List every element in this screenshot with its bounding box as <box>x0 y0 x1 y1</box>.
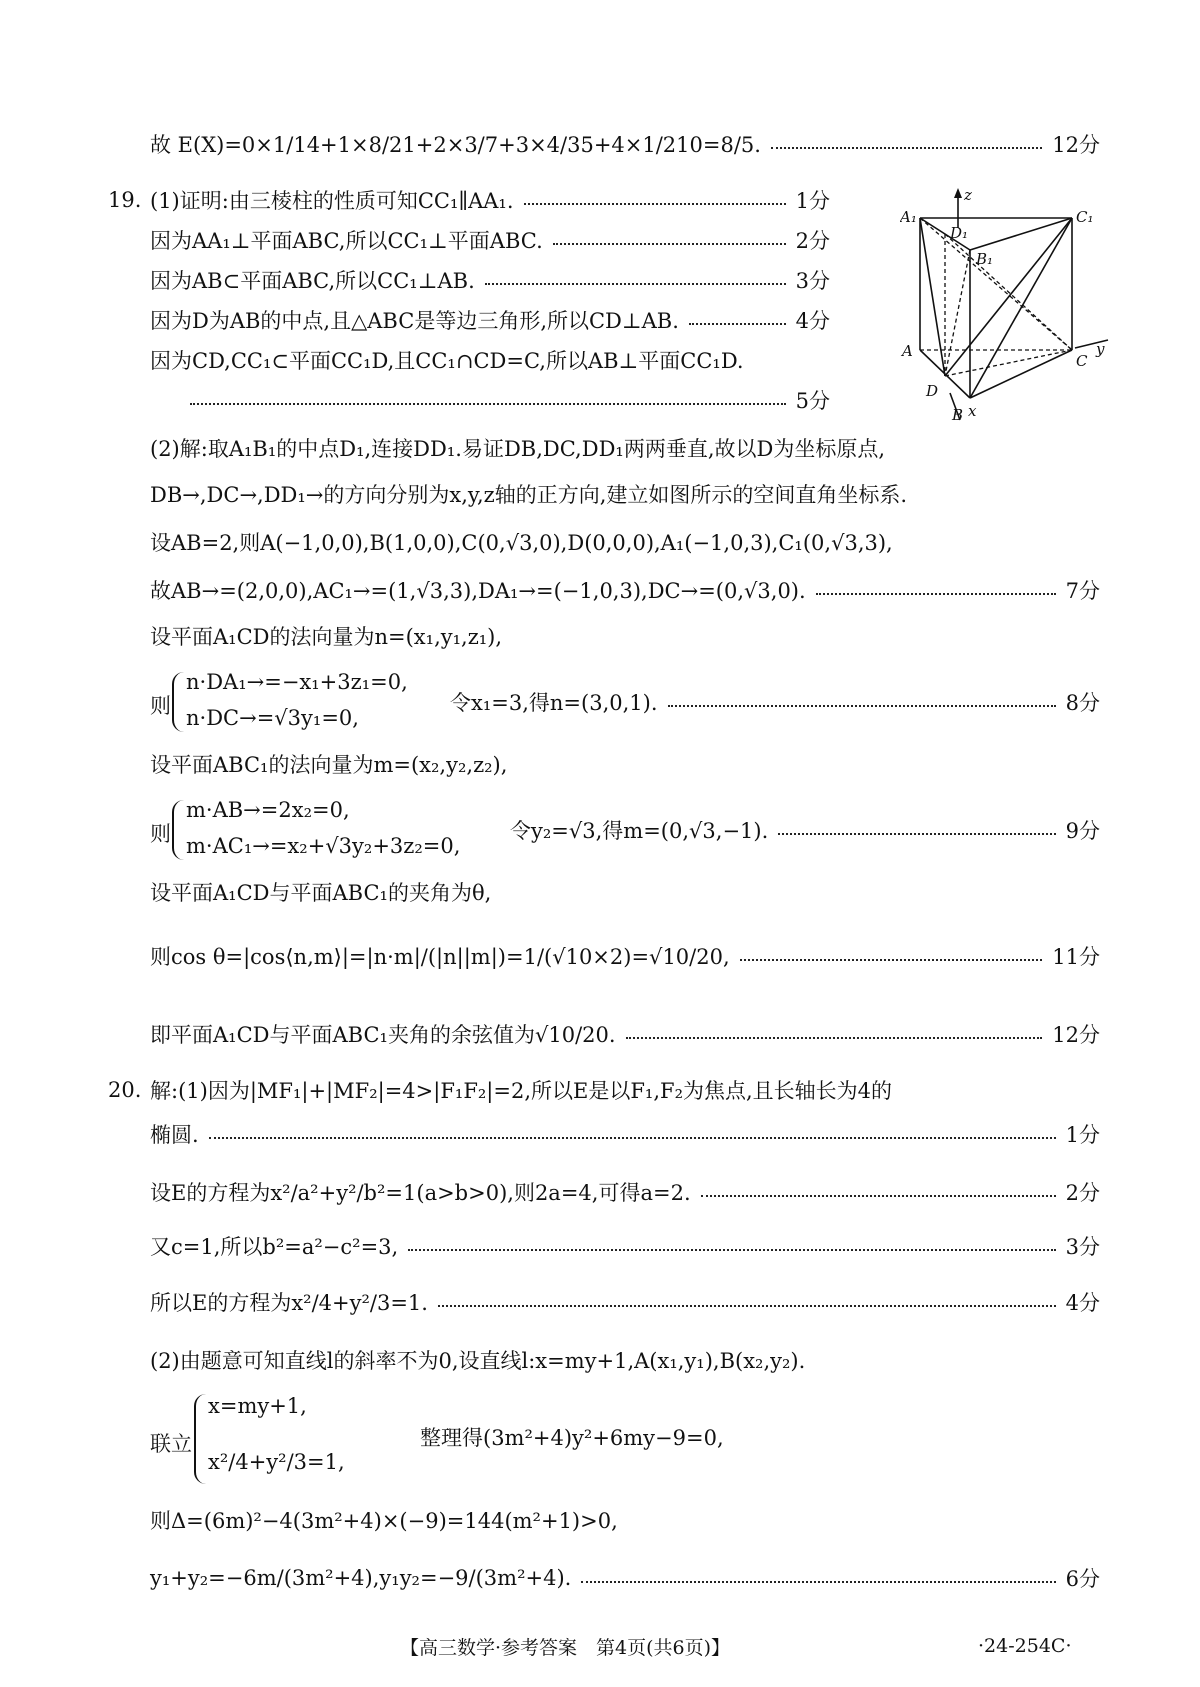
system-prefix: 联立 <box>150 1432 192 1456</box>
label-b: B <box>952 406 964 424</box>
line-20-8 <box>150 1558 1100 1598</box>
label-z: z <box>964 188 972 204</box>
prism-figure <box>900 188 1110 426</box>
system-row-1: n·DA₁→=−x₁+3z₁=0, <box>186 670 408 694</box>
score-label: 5分 <box>795 389 830 413</box>
line-19-2 <box>150 220 830 260</box>
brace <box>172 800 184 860</box>
system-result: 整理得(3m²+4)y²+6my−9=0, <box>420 1426 724 1450</box>
proof-step: (1)证明:由三棱柱的性质可知CC₁∥AA₁. <box>150 189 514 213</box>
system-row-1: x=my+1, <box>208 1394 307 1418</box>
score-label: 3分 <box>1065 1235 1100 1259</box>
dot-leader <box>438 1305 1056 1307</box>
label-c1: C₁ <box>1076 208 1094 226</box>
score-label: 2分 <box>1065 1181 1100 1205</box>
solution-step: 令y₂=√3,得m=(0,√3,−1). <box>510 819 769 843</box>
system-result <box>450 682 1100 722</box>
system-row-2: n·DC→=√3y₁=0, <box>186 706 359 730</box>
score-label: 2分 <box>795 229 830 253</box>
line-19-13 <box>150 872 1100 912</box>
dot-leader <box>485 283 786 285</box>
label-d: D <box>926 382 939 400</box>
score-label: 1分 <box>795 189 830 213</box>
score-label: 8分 <box>1065 691 1100 715</box>
line-20-3 <box>150 1172 1100 1212</box>
line-20-4 <box>150 1226 1100 1266</box>
score-label: 12分 <box>1052 1023 1100 1047</box>
label-x: x <box>968 402 977 420</box>
dot-leader <box>778 833 1055 835</box>
solution-step: 椭圆. <box>150 1123 199 1147</box>
dot-leader <box>668 705 1056 707</box>
solution-step: 设平面A₁CD与平面ABC₁的夹角为θ, <box>150 881 492 905</box>
label-c: C <box>1076 352 1088 370</box>
solution-step: 故AB→=(2,0,0),AC₁→=(1,√3,3),DA₁→=(−1,0,3),DC→=(0,√3,0). <box>150 579 806 603</box>
line-20-1 <box>150 1070 1100 1110</box>
solution-step: 则cos θ=|cos⟨n,m⟩|=|n·m|/(|n||m|)=1/(√10×2)=√10/20, <box>150 945 730 969</box>
system-row-1: m·AB→=2x₂=0, <box>186 798 350 822</box>
system-result <box>510 810 1100 850</box>
line-19-14 <box>150 936 1100 976</box>
system-row-2: x²/4+y²/3=1, <box>208 1450 345 1474</box>
dot-leader <box>626 1037 1043 1039</box>
solution-step: 设AB=2,则A(−1,0,0),B(1,0,0),C(0,√3,0),D(0,0,0),A₁(−1,0,3),C₁(0,√3,3), <box>150 531 893 555</box>
footer-page-info: 【高三数学·参考答案 第4页(共6页)】 <box>400 1636 731 1659</box>
label-b1: B₁ <box>976 250 994 268</box>
system-row-2: m·AC₁→=x₂+√3y₂+3z₂=0, <box>186 834 461 858</box>
proof-step: 因为AB⊂平面ABC,所以CC₁⊥AB. <box>150 269 475 293</box>
score-label: 3分 <box>795 269 830 293</box>
line-19-15 <box>150 1014 1100 1054</box>
line-19-9 <box>150 522 1100 562</box>
solution-step: 设平面A₁CD的法向量为n=(x₁,y₁,z₁), <box>150 625 503 649</box>
score-label: 4分 <box>1065 1291 1100 1315</box>
line-20-6 <box>150 1340 1100 1380</box>
score-label: 7分 <box>1065 579 1100 603</box>
line-20-7 <box>150 1500 1100 1540</box>
line-19-11 <box>150 616 1100 656</box>
solution-step: 又c=1,所以b²=a²−c²=3, <box>150 1235 399 1259</box>
label-a1: A₁ <box>900 208 917 226</box>
dot-leader <box>701 1195 1056 1197</box>
solution-step: 所以E的方程为x²/4+y²/3=1. <box>150 1291 428 1315</box>
score-label: 4分 <box>795 309 830 333</box>
dot-leader <box>209 1137 1056 1139</box>
proof-step: 因为AA₁⊥平面ABC,所以CC₁⊥平面ABC. <box>150 229 543 253</box>
label-d1: D₁ <box>950 224 969 242</box>
dot-leader <box>190 403 786 405</box>
line-19-3 <box>150 260 830 300</box>
solution-step: 设E的方程为x²/a²+y²/b²=1(a>b>0),则2a=4,可得a=2. <box>150 1181 691 1205</box>
line-19-8 <box>150 474 1100 514</box>
score-label: 11分 <box>1052 945 1100 969</box>
system-n <box>150 668 1100 736</box>
label-a: A <box>902 342 913 360</box>
expectation-formula: 故 E(X)=0×1/14+1×8/21+2×3/7+3×4/35+4×1/210=8/5. <box>150 133 761 157</box>
dot-leader <box>689 323 786 325</box>
dot-leader <box>553 243 786 245</box>
line-20-5 <box>150 1282 1100 1322</box>
line-19-4 <box>150 300 830 340</box>
solution-step: y₁+y₂=−6m/(3m²+4),y₁y₂=−9/(3m²+4). <box>150 1566 572 1590</box>
solution-step: 即平面A₁CD与平面ABC₁夹角的余弦值为√10/20. <box>150 1023 616 1047</box>
question-number-19: 19. <box>108 188 142 212</box>
score-label: 12分 <box>1052 133 1100 157</box>
system-prefix: 则 <box>150 694 171 718</box>
dot-leader <box>740 959 1043 961</box>
solution-step: 则Δ=(6m)²−4(3m²+4)×(−9)=144(m²+1)>0, <box>150 1509 618 1533</box>
line-19-6 <box>150 380 830 420</box>
solution-step: (2)由题意可知直线l的斜率不为0,设直线l:x=my+1,A(x₁,y₁),B(x₂,y₂). <box>150 1349 806 1373</box>
brace <box>194 1394 206 1484</box>
dot-leader <box>524 203 786 205</box>
dot-leader <box>771 147 1042 149</box>
solution-step: (2)解:取A₁B₁的中点D₁,连接DD₁.易证DB,DC,DD₁两两垂直,故以D为坐标原点, <box>150 437 886 461</box>
line-19-5 <box>150 340 830 380</box>
label-y: y <box>1096 340 1105 358</box>
proof-step: 因为D为AB的中点,且△ABC是等边三角形,所以CD⊥AB. <box>150 309 679 333</box>
solution-step: 设平面ABC₁的法向量为m=(x₂,y₂,z₂), <box>150 753 508 777</box>
proof-step: 因为CD,CC₁⊂平面CC₁D,且CC₁∩CD=C,所以AB⊥平面CC₁D. <box>150 349 744 373</box>
solution-step: 解:(1)因为|MF₁|+|MF₂|=4>|F₁F₂|=2,所以E是以F₁,F₂为焦点,且长轴长为4的 <box>150 1079 893 1103</box>
system-joint <box>150 1390 1100 1490</box>
solution-step: 令x₁=3,得n=(3,0,1). <box>450 691 658 715</box>
line-20-2 <box>150 1114 1100 1154</box>
question-number-20: 20. <box>108 1078 142 1102</box>
brace <box>172 672 184 732</box>
line-19-12 <box>150 744 1100 784</box>
line-19-1 <box>150 180 830 220</box>
dot-leader <box>581 1581 1055 1583</box>
dot-leader <box>408 1249 1055 1251</box>
line-19-10 <box>150 570 1100 610</box>
score-label: 9分 <box>1065 819 1100 843</box>
line-expectation <box>150 124 1100 164</box>
system-prefix: 则 <box>150 822 171 846</box>
score-label: 1分 <box>1065 1123 1100 1147</box>
footer-code: ·24-254C· <box>978 1635 1072 1657</box>
z-axis-arrow <box>954 188 962 198</box>
score-label: 6分 <box>1065 1567 1100 1591</box>
system-m <box>150 796 1100 864</box>
solution-step: DB→,DC→,DD₁→的方向分别为x,y,z轴的正方向,建立如图所示的空间直角坐标系. <box>150 483 908 507</box>
dot-leader <box>816 593 1056 595</box>
line-19-7 <box>150 428 1100 468</box>
